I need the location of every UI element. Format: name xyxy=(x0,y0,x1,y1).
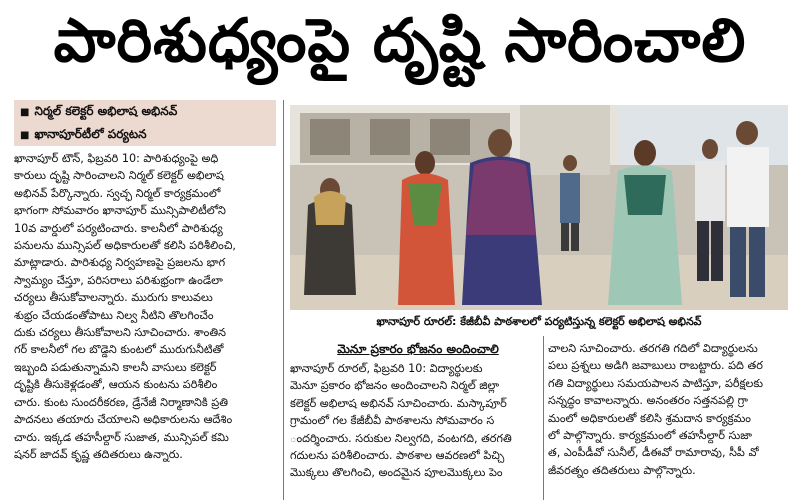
news-photo xyxy=(290,105,788,310)
article-right-line: లో పాల్గొన్నారు. కార్యక్రమంలో తహసీల్దార్ సుజా xyxy=(548,429,752,443)
subhead: మెనూ ప్రకారం భోజనం అందించాలి xyxy=(337,342,499,356)
article-left-line: 10వ వార్డులో పర్యటించారు. కాలనీలో పారిశుధ్య xyxy=(14,221,223,235)
article-middle-line: గ్రామంలో గల కేజీబీవీ పాఠశాలను సోమవారం స xyxy=(290,414,495,428)
article-left-line: చర్యలు తీసుకోవాలన్నారు. మురుగు కాలువలు xyxy=(14,291,213,305)
deck-text-2: ఖానాపూర్‌టీలో పర్యటన xyxy=(34,127,147,141)
deck-box xyxy=(14,100,276,146)
article-left-line: భాగంగా సోమవారం ఖానాపూర్ మున్సిపాలిటీలోని xyxy=(14,204,226,218)
deck-text-1: నిర్మల్ కలెక్టర్ అభిలాష అభినవ్ xyxy=(34,104,178,118)
article-left-line: శుభ్రం చేయడంతోపాటు నిల్వ నీటిని తొలగించేం xyxy=(14,308,214,322)
article-left-line: షనర్ జాదవ్ కృష్ణ తదితరులు ఉన్నారు. xyxy=(14,447,183,461)
article-middle-column xyxy=(290,360,538,500)
article-left-line: దృష్టికి తీసుకెళ్లడంతో, ఆయన కుంటను పరిశీలిం xyxy=(14,378,218,392)
bullet-icon: ■ xyxy=(20,107,30,118)
article-right-line: పలు ప్రశ్నలు అడిగి జవాబులు రాబట్టారు. పది తర xyxy=(548,359,763,373)
photo-illustration xyxy=(290,105,788,310)
deck-line-1 xyxy=(20,100,270,123)
article-left-line: ఖానాపూర్ టౌన్, ఫిబ్రవరి 10: పారిశుధ్యంపై అధి xyxy=(14,152,219,165)
article-left-line: గర్ కాలనీలో గల బొడ్డెని కుంటలో మురుగునీటితో xyxy=(14,343,224,357)
article-left-line: కారులు దృష్టి సారించాలని నిర్మల్ కలెక్టర్ అభిలాష xyxy=(14,169,224,183)
article-right-line: గతి విద్యార్థులు సమయపాలన పాటిస్తూ, పరీక్షలకు xyxy=(548,376,764,390)
article-right-column xyxy=(548,340,792,500)
article-right-line: త, ఎంపీడీవో సునీల్, డీఈవో రామారావు, సీపీ వో xyxy=(548,446,759,460)
article-middle-line: ందర్శించారు. సరుకుల నిల్వగది, వంటగది, తరగతి xyxy=(290,431,512,445)
article-left-line: స్వామ్యం చేస్తూ, పరిసరాలు పరిశుభ్రంగా ఉండేలా xyxy=(14,273,223,287)
article-right-line: జీవరత్నం తదితరులు పాల్గొన్నారు. xyxy=(548,463,696,477)
article-left-line: దుకు చర్యలు తీసుకోవాలని సూచించారు. శాంతిన xyxy=(14,326,226,340)
article-middle-line: కలెక్టర్ అభిలాష అభినవ్ సూచించారు. మస్కాపూర్ xyxy=(290,396,507,410)
article-middle-line: మెనూ ప్రకారం భోజనం అందించాలని నిర్మల్ జిల్లా xyxy=(290,379,500,393)
article-left-line: చారు. కుంట సుందరీకరణ, డ్రేనేజీ నిర్మాణానికి ప్రతి xyxy=(14,395,228,409)
article-left-line: ఇబ్బంది పడుతున్నామని కాలనీ వాసులు కలెక్టర్ xyxy=(14,360,217,374)
article-middle-line: గదులను పరిశీలించారు. పాఠశాల ఆవరణలో పిచ్చి xyxy=(290,449,505,463)
article-left-line: చారు. ఇక్కడ తహసీల్దార్ సుజాత, మున్సిపల్ కమి xyxy=(14,430,229,444)
article-middle-line: ఖానాపూర్ రూరల్, ఫిబ్రవరి 10: విద్యార్థులకు xyxy=(290,362,483,375)
bullet-icon: ■ xyxy=(20,130,30,141)
article-right-line: సన్నద్ధం కావాలన్నారు. అనంతరం సత్తనపల్లి గ్రా xyxy=(548,394,748,408)
article-right-line: చాలని సూచించారు. తరగతి గదిలో విద్యార్థులను xyxy=(548,342,758,355)
article-left-line: మాట్లాడారు. పారిశుధ్య నిర్వహణపై ప్రజలను భాగ xyxy=(14,256,226,270)
article-right-line: మంలో అధికారులతో కలిసి శ్రమదాన కార్యక్రమం xyxy=(548,411,751,425)
column-divider xyxy=(543,336,544,500)
headline: పారిశుధ్యంపై దృష్టి సారించాలి xyxy=(53,6,747,76)
photo-caption: ఖానాపూర్ రూరల్: కేజీబీవీ పాఠశాలలో పర్యటిస్తున్న కలెక్టర్ అభిలాష అభినవ్ xyxy=(376,315,702,328)
article-left-column xyxy=(14,150,276,500)
article-left-line: పనులను మున్సిపల్ అధికారులతో కలిసి పరిశీలించి, xyxy=(14,239,236,253)
column-divider xyxy=(283,100,284,500)
article-middle-line: మొక్కలు తొలగించి, అందమైన పూలమొక్కలు పెం xyxy=(290,466,503,480)
article-left-line: అభినవ్ పేర్కొన్నారు. స్వచ్ఛ నిర్మల్ కార్యక్రమంలో xyxy=(14,186,221,200)
deck-line-2 xyxy=(20,123,270,146)
article-left-line: పాదనలు తయారు చేయాలని అధికారులను ఆదేశిం xyxy=(14,413,233,427)
